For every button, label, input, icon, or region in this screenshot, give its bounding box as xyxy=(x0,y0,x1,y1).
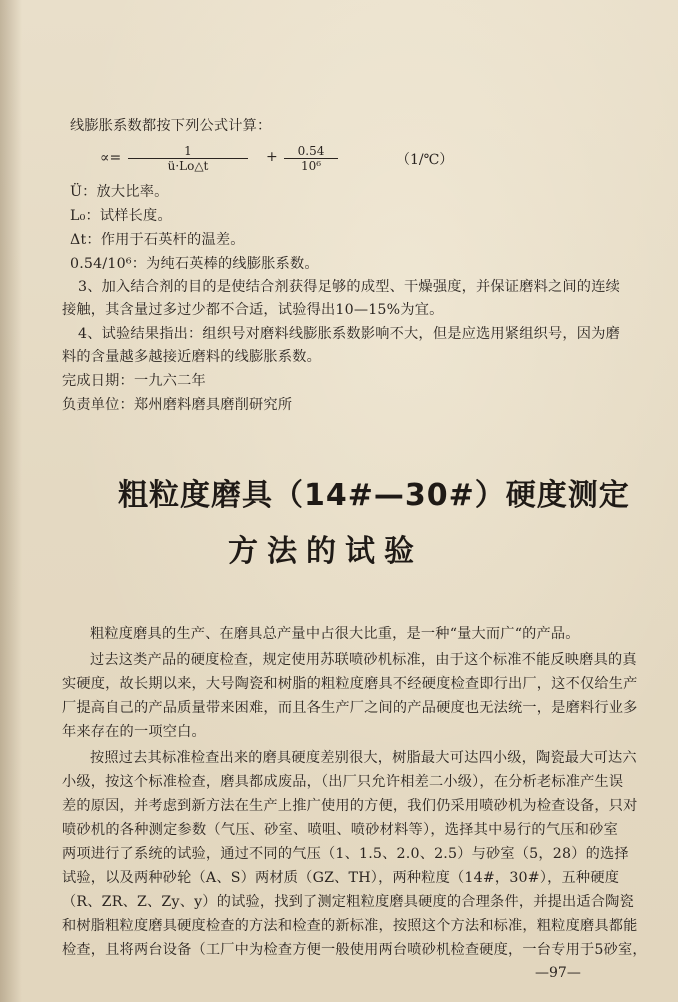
body-line-12: （R、ZR、Z、Zy、y）的试验，找到了测定粗粒度磨具硬度的合理条件，并提出适合陶瓷 xyxy=(62,894,634,910)
definition-quartz: 0.54/10⁶：为纯石英棒的线膨胀系数。 xyxy=(70,256,319,272)
item-3-line-2: 接触，其含量过多过少都不合适，试验得出10—15%为宜。 xyxy=(62,302,444,318)
body-line-10: 两项进行了系统的试验，通过不同的气压（1、1.5、2.0、2.5）与砂室（5，28）的选择 xyxy=(62,846,629,862)
item-4-line-2: 料的含量越多越接近磨料的线膨胀系数。 xyxy=(62,349,321,365)
formula-block xyxy=(70,144,490,174)
body-line-6: 按照过去其标准检查出来的磨具硬度差别很大，树脂最大可达四小级，陶瓷最大可达六 xyxy=(90,750,637,766)
item-3-line-1: 3、加入结合剂的目的是使结合剂获得足够的成型、干燥强度，并保证磨料之间的连续 xyxy=(78,279,620,295)
formula-unit: （1/℃） xyxy=(396,152,454,168)
definition-lo: L₀：试样长度。 xyxy=(70,208,172,224)
body-line-4: 厂提高自己的产品质量带来困难，而且各生产厂之间的产品硬度也无法统一，是磨料行业多 xyxy=(62,700,638,716)
page-number: —97— xyxy=(535,965,581,981)
article-title-line-1: 粗粒度磨具（14#—30#）硬度测定 xyxy=(118,478,630,513)
item-4-line-1: 4、试验结果指出：组织号对磨料线膨胀系数影响不大，但是应选用紧组织号，因为磨 xyxy=(78,326,620,342)
body-line-8: 差的原因，并考虑到新方法在生产上推广使用的方便，我们仍采用喷砂机为检查设备，只对 xyxy=(62,798,638,814)
responsible-unit: 负责单位：郑州磨料磨具磨削研究所 xyxy=(62,397,293,413)
fraction-2-numerator: 0.54 xyxy=(284,144,338,159)
formula-fraction-1 xyxy=(128,144,248,173)
page-spine-shadow xyxy=(0,0,22,1002)
body-line-14: 检查，且将两台设备（工厂中为检查方便一般使用两台喷砂机检查硬度，一台专用于5砂室， xyxy=(62,942,647,958)
formula-intro: 线膨胀系数都按下列公式计算： xyxy=(70,118,272,134)
body-line-9: 喷砂机的各种测定参数（气压、砂室、喷咀、喷砂材料等），选择其中易行的气压和砂室 xyxy=(62,822,618,838)
formula-alpha: ∝= xyxy=(100,150,122,166)
completion-date: 完成日期：一九六二年 xyxy=(62,373,206,389)
body-line-5: 年来存在的一项空白。 xyxy=(62,724,206,740)
definition-delta-t: Δt：作用于石英杆的温差。 xyxy=(70,232,245,248)
article-title-line-2: 方法的试验 xyxy=(228,534,423,569)
body-line-13: 和树脂粗粒度磨具硬度检查的方法和检查的新标准，按照这个方法和标准，粗粒度磨具都能 xyxy=(62,918,638,934)
formula-fraction-2 xyxy=(284,144,338,173)
fraction-2-denominator: 10⁶ xyxy=(300,159,322,173)
body-line-3: 实硬度，故长期以来，大号陶瓷和树脂的粗粒度磨具不经硬度检查即行出厂，这不仅给生产 xyxy=(62,676,638,692)
body-line-11: 试验，以及两种砂轮（A、S）两材质（GZ、TH），两种粒度（14#，30#），五种硬度 xyxy=(62,870,620,886)
formula-plus: + xyxy=(266,149,278,165)
fraction-1-numerator: 1 xyxy=(128,144,248,159)
body-line-1: 粗粒度磨具的生产、在磨具总产量中占很大比重，是一种“量大而广“的产品。 xyxy=(90,626,580,642)
fraction-1-denominator: ü·Lo△t xyxy=(167,159,209,173)
body-line-7: 小级，按这个标准检查，磨具都成废品，（出厂只允许相差二小级），在分析老标准产生误 xyxy=(62,774,624,790)
body-line-2: 过去这类产品的硬度检查，规定使用苏联喷砂机标准，由于这个标准不能反映磨具的真 xyxy=(90,652,637,668)
definition-u: Ü：放大比率。 xyxy=(70,184,169,200)
